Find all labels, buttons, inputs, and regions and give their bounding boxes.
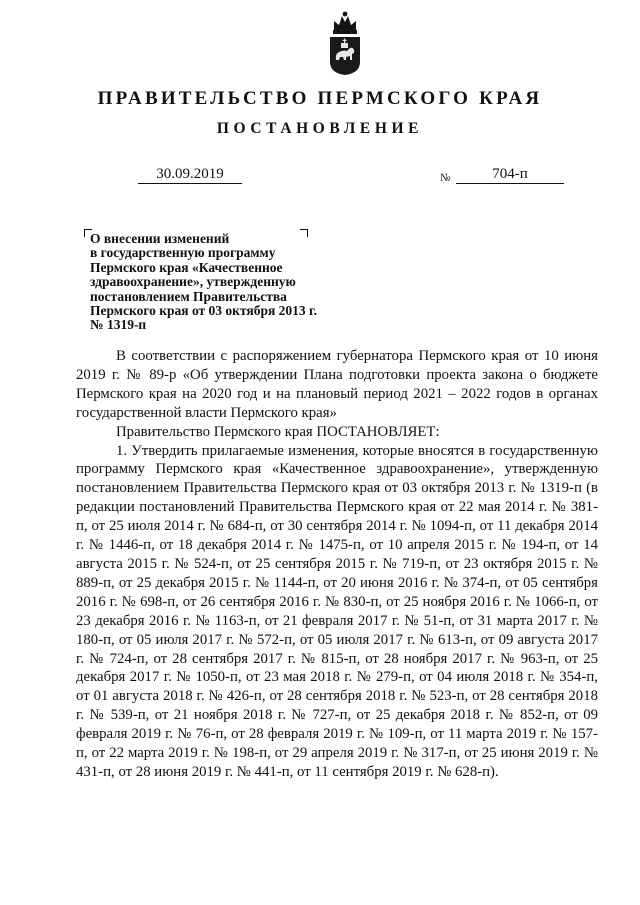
body-paragraph-basis: В соответствии с распоряжением губернатора Пермского края от 10 июня 2019 г. № 89-р «Об утверждении Плана подготовки проекта закона о бюджете Пермского края на 2020 год и на плановый период 2021 – 2022 годов в органах государственной власти Пермского края»	[76, 348, 598, 421]
subject-line: в государственную программу	[90, 245, 276, 261]
subject-line: постановлением Правительства	[90, 288, 287, 304]
subject-line: здравоохранение», утвержденную	[90, 274, 296, 290]
document-body	[76, 347, 598, 782]
subject-line: Пермского края от 03 октября 2013 г.	[90, 303, 318, 319]
government-title: ПРАВИТЕЛЬСТВО ПЕРМСКОГО КРАЯ	[97, 88, 543, 109]
body-paragraph-item-1: 1. Утвердить прилагаемые изменения, которые вносятся в государственную программу Пермского края «Качественное здравоохранение», утвержденную постановлением Правительства Пермского края от 03 октября 2013 г. № 1319-п (в редакции постановлений Правительства Пермского края от 22 мая 2014 г. № 381-п, от 25 июля 2014 г. № 684-п, от 30 сентября 2014 г. № 1094-п, от 11 декабря 2014 г. № 1446-п, от 18 декабря 2014 г. № 1475-п, от 10 апреля 2015 г. № 194-п, от 14 августа 2015 г. № 524-п, от 25 сентября 2015 г. № 719-п, от 23 октября 2015 г. № 889-п, от 25 декабря 2015 г. № 1144-п, от 20 июня 2016 г. № 374-п, от 05 сентября 2016 г. № 698-п, от 26 сентября 2016 г. № 830-п, от 25 ноября 2016 г. № 1066-п, от 23 декабря 2016 г. № 1163-п, от 21 февраля 2017 г. № 51-п, от 31 марта 2017 г. № 180-п, от 05 июля 2017 г. № 572-п, от 05 июля 2017 г. № 613-п, от 09 августа 2017 г. № 724-п, от 28 сентября 2017 г. № 815-п, от 28 ноября 2017 г. № 963-п, от 25 декабря 2017 г. № 1050-п, от 23 мая 2018 г. № 279-п, от 04 июля 2018 г. № 354-п, от 01 августа 2018 г. № 426-п, от 28 сентября 2018 г. № 523-п, от 28 сентября 2018 г. № 539-п, от 21 ноября 2018 г. № 727-п, от 25 декабря 2018 г. № 852-п, от 09 февраля 2019 г. № 76-п, от 28 февраля 2019 г. № 109-п, от 11 марта 2019 г. № 157-п, от 22 марта 2019 г. № 198-п, от 29 апреля 2019 г. № 317-п, от 25 июня 2019 г. № 431-п, от 28 июня 2019 г. № 441-п, от 11 сентября 2019 г. № 628-п).	[76, 442, 598, 780]
subject-line: Пермского края «Качественное	[90, 259, 283, 275]
subject-line: № 1319-п	[90, 317, 147, 333]
perm-krai-coat-of-arms-icon	[326, 10, 364, 76]
document-number: 704-п	[456, 166, 564, 184]
document-date: 30.09.2019	[138, 166, 242, 184]
number-sign: №	[440, 172, 451, 184]
subject-line: О внесении изменений	[90, 231, 230, 246]
body-paragraph-resolves: Правительство Пермского края ПОСТАНОВЛЯЕТ:	[116, 423, 440, 440]
document-type: ПОСТАНОВЛЕНИЕ	[216, 120, 424, 137]
document-subject	[90, 232, 352, 333]
